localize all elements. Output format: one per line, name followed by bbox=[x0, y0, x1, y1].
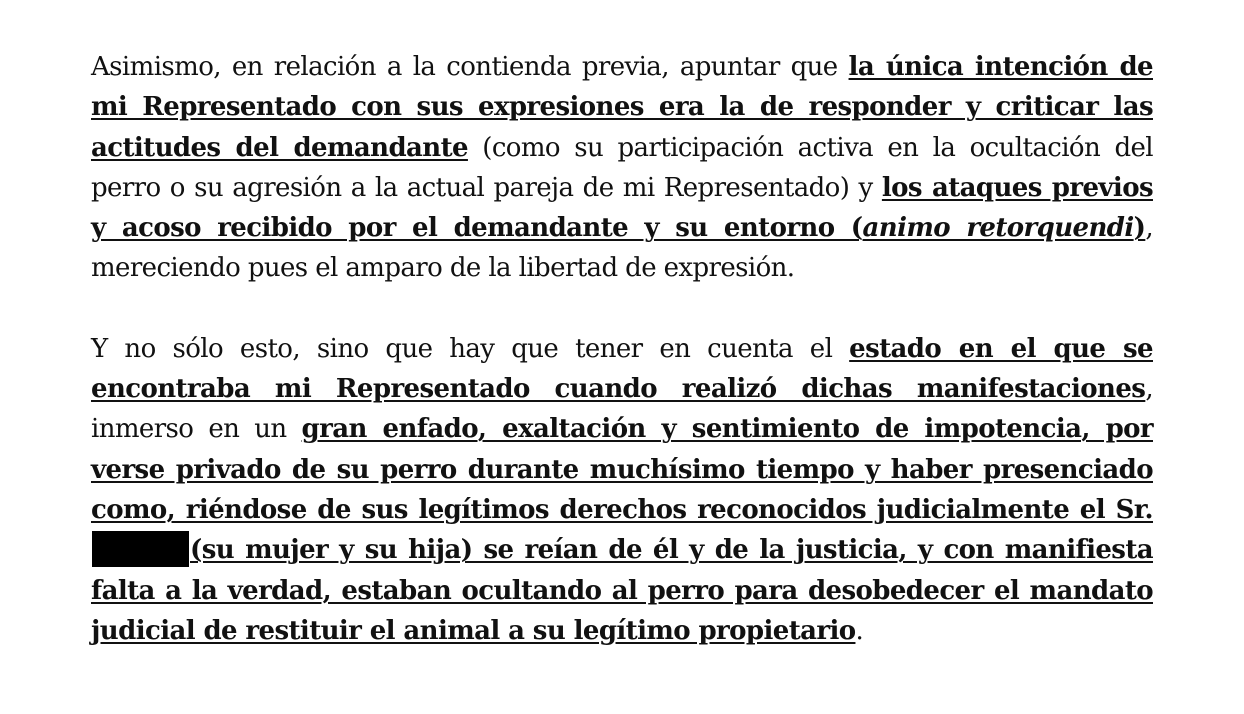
p2-emphasis-anger-rest: (su mujer y su hija) se reían de él y de la justicia, y con manifiesta falta a la verdad, estaban ocultando al perro para desobedecer el mandato judicial de restituir el animal a su legítimo propietario bbox=[91, 535, 1153, 646]
paragraph-2 bbox=[91, 329, 1153, 651]
p1-emphasis-intention: la única intención de mi Representado con sus expresiones era la de responder y criticar las actitudes del demandante bbox=[91, 52, 1153, 163]
document-page bbox=[91, 47, 1153, 651]
redaction-box bbox=[92, 531, 189, 567]
p1-text-2: (como su participación activa en la ocultación del perro o su agresión a la actual pareja de mi Representado) y bbox=[91, 132, 1153, 203]
p2-emphasis-anger-text: gran enfado, exaltación y sentimiento de impotencia, por verse privado de su perro durante muchísimo tiempo y haber presenciado como, riéndose de sus legítimos derechos reconocidos judicialmente el Sr. bbox=[91, 414, 1153, 525]
p1-latin-term: animo retorquendi bbox=[862, 213, 1134, 244]
p1-text-3: , mereciendo pues el amparo de la libertad de expresión. bbox=[91, 213, 1153, 284]
p2-text-2: , inmerso en un bbox=[91, 374, 1153, 445]
p2-text-1: Y no sólo esto, sino que hay que tener en cuenta el bbox=[91, 333, 850, 364]
p1-close-paren: ) bbox=[1133, 213, 1146, 244]
p2-final-period: . bbox=[855, 615, 864, 646]
paragraph-1 bbox=[91, 47, 1153, 289]
p2-emphasis-anger bbox=[91, 414, 1153, 645]
p2-emphasis-state: estado en el que se encontraba mi Representado cuando realizó dichas manifestaciones bbox=[91, 333, 1153, 405]
p1-emphasis-attacks-text: los ataques previos y acoso recibido por el demandante y su entorno ( bbox=[91, 172, 1153, 244]
p1-text-1: Asimismo, en relación a la contienda previa, apuntar que bbox=[91, 52, 849, 82]
